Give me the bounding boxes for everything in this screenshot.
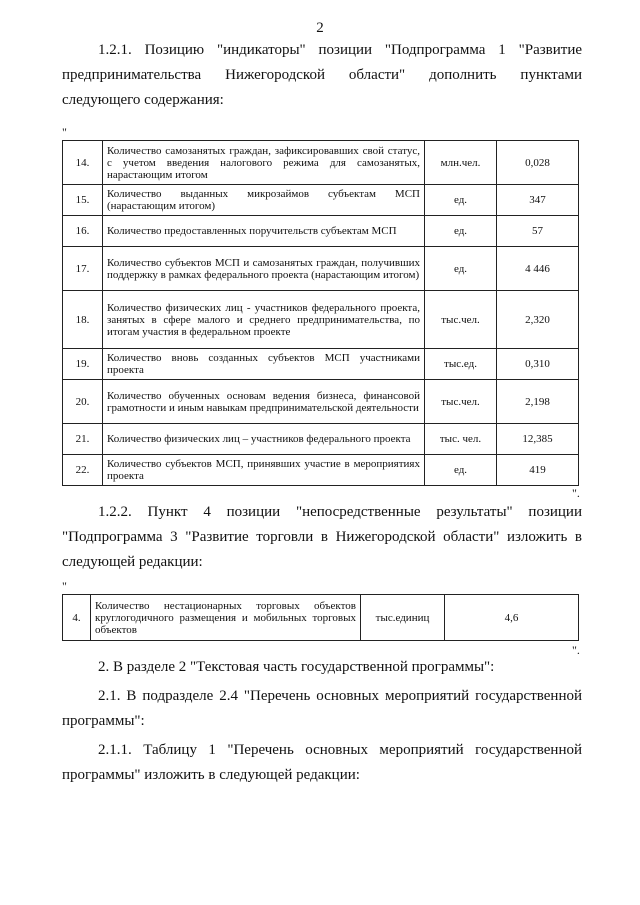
table-row	[63, 595, 579, 641]
row-number: 16.	[63, 216, 103, 247]
value: 2,320	[497, 291, 579, 349]
table-row	[63, 216, 579, 247]
value: 347	[497, 185, 579, 216]
unit: тыс.чел.	[425, 291, 497, 349]
indicator-name: Количество субъектов МСП и самозанятых граждан, получивших поддержку в рамках федерального проекта (нарастающим итогом)	[103, 247, 425, 291]
unit: тыс.ед.	[425, 349, 497, 380]
row-number: 4.	[63, 595, 91, 641]
row-number: 14.	[63, 141, 103, 185]
indicator-name: Количество выданных микрозаймов субъектам МСП (нарастающим итогом)	[103, 185, 425, 216]
row-number: 20.	[63, 380, 103, 424]
value: 12,385	[497, 424, 579, 455]
table-row	[63, 424, 579, 455]
value: 4,6	[445, 595, 579, 641]
quote-close-2: ".	[572, 643, 580, 657]
value: 57	[497, 216, 579, 247]
value: 4 446	[497, 247, 579, 291]
indicator-name: Количество нестационарных торговых объектов круглогодичного размещения и мобильных торговых объектов	[91, 595, 361, 641]
unit: тыс.единиц	[361, 595, 445, 641]
table-row	[63, 380, 579, 424]
table-row	[63, 349, 579, 380]
row-number: 15.	[63, 185, 103, 216]
unit: ед.	[425, 185, 497, 216]
indicator-name: Количество субъектов МСП, принявших участие в мероприятиях проекта	[103, 455, 425, 486]
paragraph-2-1: 2.1. В подразделе 2.4 "Перечень основных мероприятий государственной программы":	[62, 688, 582, 729]
indicator-name: Количество физических лиц - участников федерального проекта, занятых в сфере малого и среднего предпринимательства, по итогам участия в федеральном проекте	[103, 291, 425, 349]
quote-close-1: ".	[572, 486, 580, 500]
indicator-name: Количество физических лиц – участников федерального проекта	[103, 424, 425, 455]
unit: ед.	[425, 216, 497, 247]
row-number: 19.	[63, 349, 103, 380]
paragraph-2: 2. В разделе 2 "Текстовая часть государственной программы":	[98, 659, 495, 675]
indicator-name: Количество самозанятых граждан, зафиксировавших свой статус, с учетом введения налогового режима для самозанятых, нарастающим итогом	[103, 141, 425, 185]
value: 2,198	[497, 380, 579, 424]
unit: ед.	[425, 455, 497, 486]
indicator-name: Количество вновь созданных субъектов МСП участниками проекта	[103, 349, 425, 380]
indicators-table	[62, 140, 579, 486]
page-number: 2	[316, 20, 324, 36]
value: 0,028	[497, 141, 579, 185]
paragraph-1-2-1: 1.2.1. Позицию "индикаторы" позиции "Подпрограмма 1 "Развитие предпринимательства Нижегородской области" дополнить пунктами следующего содержания:	[62, 42, 582, 108]
results-table	[62, 594, 579, 641]
unit: млн.чел.	[425, 141, 497, 185]
value: 0,310	[497, 349, 579, 380]
paragraph-2-1-1: 2.1.1. Таблицу 1 "Перечень основных мероприятий государственной программы" изложить в следующей редакции:	[62, 742, 582, 783]
paragraph-1-2-2: 1.2.2. Пункт 4 позиции "непосредственные результаты" позиции "Подпрограмма 3 "Развитие торговли в Нижегородской области" изложить в следующей редакции:	[62, 504, 582, 570]
row-number: 18.	[63, 291, 103, 349]
table-row	[63, 185, 579, 216]
table-row	[63, 247, 579, 291]
unit: тыс.чел.	[425, 380, 497, 424]
table-row	[63, 141, 579, 185]
quote-open-1: "	[62, 125, 67, 139]
quote-open-2: "	[62, 579, 67, 593]
unit: тыс. чел.	[425, 424, 497, 455]
table-row	[63, 291, 579, 349]
row-number: 17.	[63, 247, 103, 291]
row-number: 22.	[63, 455, 103, 486]
unit: ед.	[425, 247, 497, 291]
indicator-name: Количество обученных основам ведения бизнеса, финансовой грамотности и иным навыкам предпринимательской деятельности	[103, 380, 425, 424]
value: 419	[497, 455, 579, 486]
indicator-name: Количество предоставленных поручительств субъектам МСП	[103, 216, 425, 247]
table-row	[63, 455, 579, 486]
row-number: 21.	[63, 424, 103, 455]
